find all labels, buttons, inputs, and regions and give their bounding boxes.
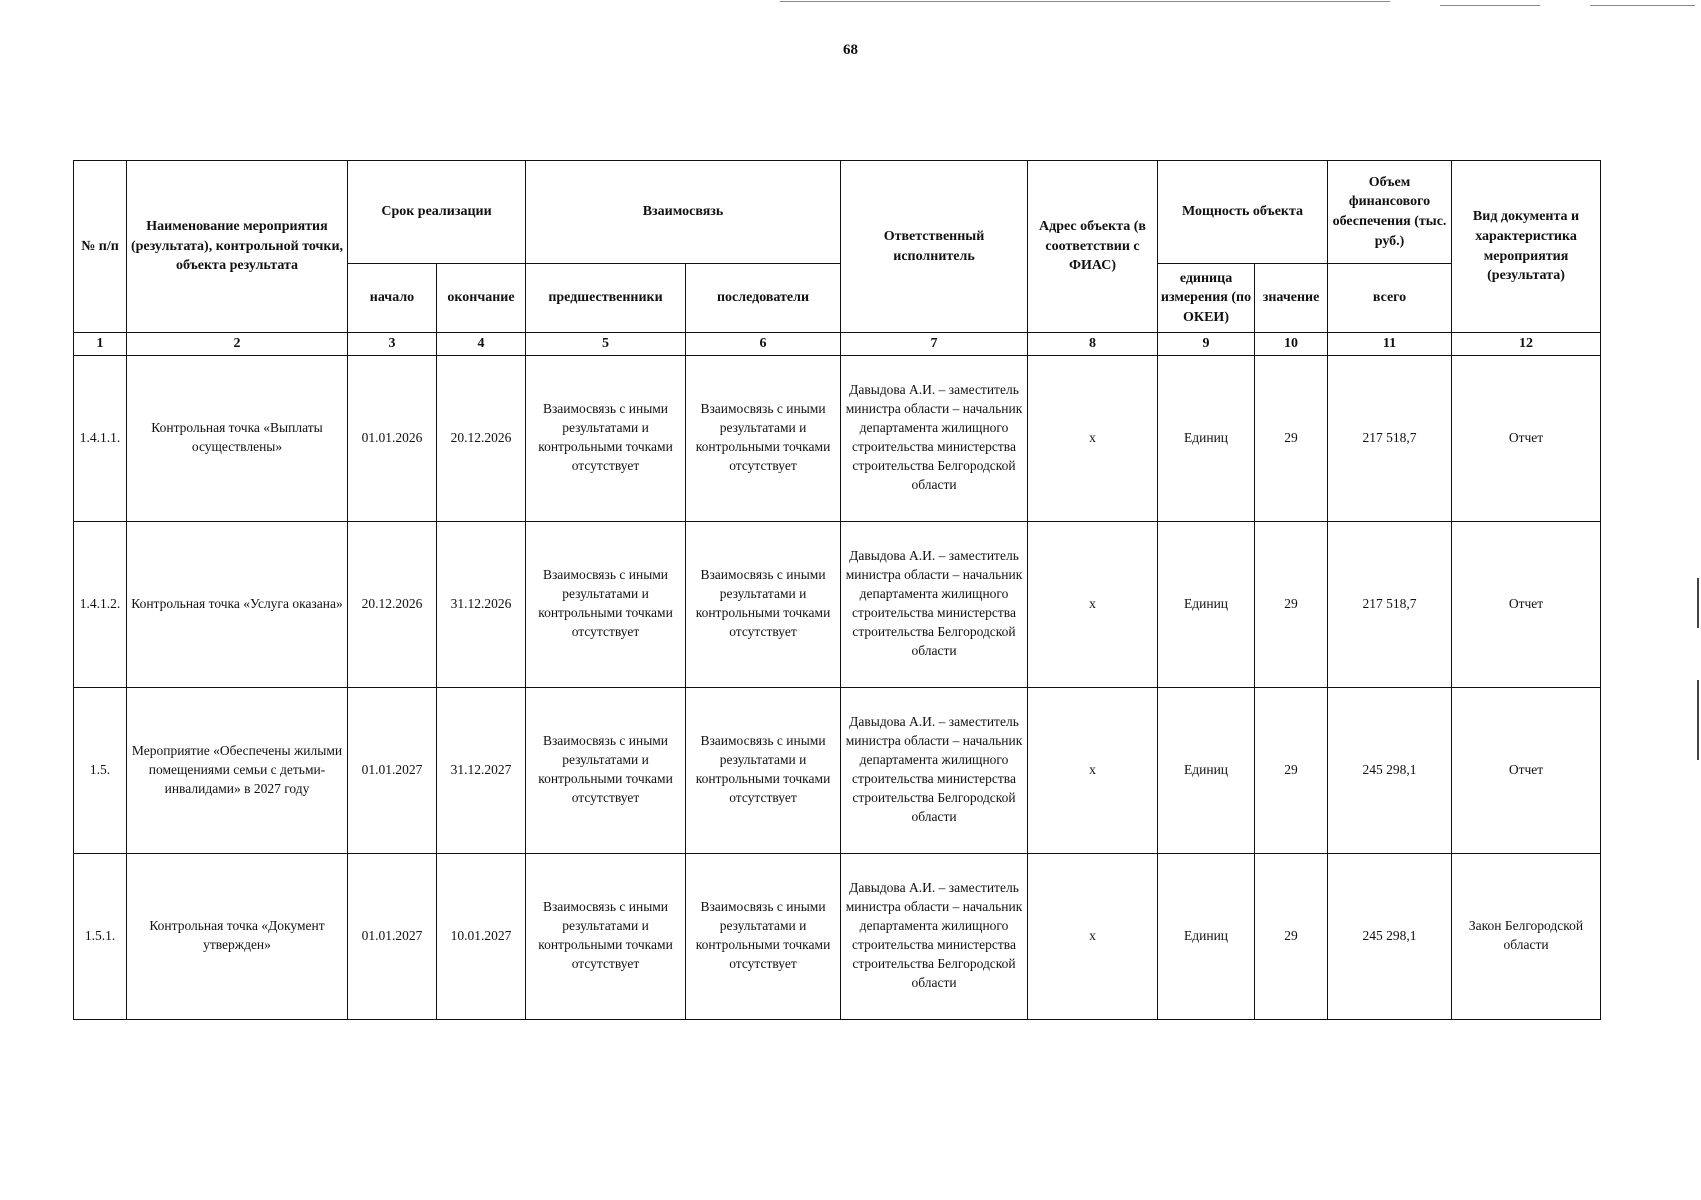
row-doc: Отчет bbox=[1452, 687, 1601, 853]
row-executor: Давыдова А.И. – заместитель министра области – начальник департамента жилищного строительства министерства строительства Белгородской области bbox=[841, 355, 1028, 521]
row-start: 01.01.2026 bbox=[348, 355, 437, 521]
row-value: 29 bbox=[1255, 853, 1328, 1019]
table-row bbox=[74, 355, 1601, 521]
row-name: Мероприятие «Обеспечены жилыми помещениями семьи с детьми-инвалидами» в 2027 году bbox=[127, 687, 348, 853]
row-value: 29 bbox=[1255, 355, 1328, 521]
column-number: 7 bbox=[841, 333, 1028, 356]
scan-artifact-line bbox=[1590, 5, 1695, 6]
header-num: № п/п bbox=[74, 161, 127, 333]
column-number: 3 bbox=[348, 333, 437, 356]
row-doc: Отчет bbox=[1452, 355, 1601, 521]
header-name: Наименование мероприятия (результата), контрольной точки, объекта результата bbox=[127, 161, 348, 333]
header-row bbox=[74, 161, 1601, 264]
header-unit: единица измерения (по ОКЕИ) bbox=[1158, 264, 1255, 333]
row-predecessors: Взаимосвязь с иными результатами и контрольными точками отсутствует bbox=[526, 853, 686, 1019]
header-relation: Взаимосвязь bbox=[526, 161, 841, 264]
row-name: Контрольная точка «Услуга оказана» bbox=[127, 521, 348, 687]
row-num: 1.4.1.1. bbox=[74, 355, 127, 521]
row-doc: Закон Белгородской области bbox=[1452, 853, 1601, 1019]
row-predecessors: Взаимосвязь с иными результатами и контрольными точками отсутствует bbox=[526, 687, 686, 853]
row-address: х bbox=[1028, 687, 1158, 853]
row-total: 217 518,7 bbox=[1328, 355, 1452, 521]
column-number: 1 bbox=[74, 333, 127, 356]
row-start: 20.12.2026 bbox=[348, 521, 437, 687]
row-followers: Взаимосвязь с иными результатами и контрольными точками отсутствует bbox=[686, 687, 841, 853]
row-num: 1.5.1. bbox=[74, 853, 127, 1019]
row-followers: Взаимосвязь с иными результатами и контрольными точками отсутствует bbox=[686, 521, 841, 687]
page-number: 68 bbox=[843, 42, 858, 58]
column-number: 11 bbox=[1328, 333, 1452, 356]
table-row bbox=[74, 521, 1601, 687]
row-num: 1.5. bbox=[74, 687, 127, 853]
row-total: 245 298,1 bbox=[1328, 687, 1452, 853]
row-start: 01.01.2027 bbox=[348, 687, 437, 853]
row-total: 217 518,7 bbox=[1328, 521, 1452, 687]
implementation-plan-table bbox=[73, 160, 1601, 1020]
row-predecessors: Взаимосвязь с иными результатами и контрольными точками отсутствует bbox=[526, 355, 686, 521]
header-doc: Вид документа и характеристика мероприятия (результата) bbox=[1452, 161, 1601, 333]
column-number: 6 bbox=[686, 333, 841, 356]
row-unit: Единиц bbox=[1158, 355, 1255, 521]
row-end: 31.12.2027 bbox=[437, 687, 526, 853]
row-unit: Единиц bbox=[1158, 521, 1255, 687]
row-unit: Единиц bbox=[1158, 853, 1255, 1019]
column-number: 8 bbox=[1028, 333, 1158, 356]
row-followers: Взаимосвязь с иными результатами и контрольными точками отсутствует bbox=[686, 853, 841, 1019]
scan-artifact-line bbox=[1440, 5, 1540, 6]
row-executor: Давыдова А.И. – заместитель министра области – начальник департамента жилищного строительства министерства строительства Белгородской области bbox=[841, 521, 1028, 687]
header-predecessors: предшественники bbox=[526, 264, 686, 333]
table-row bbox=[74, 687, 1601, 853]
header-executor: Ответственный исполнитель bbox=[841, 161, 1028, 333]
header-value: значение bbox=[1255, 264, 1328, 333]
row-end: 10.01.2027 bbox=[437, 853, 526, 1019]
row-predecessors: Взаимосвязь с иными результатами и контрольными точками отсутствует bbox=[526, 521, 686, 687]
row-end: 20.12.2026 bbox=[437, 355, 526, 521]
column-number: 5 bbox=[526, 333, 686, 356]
row-start: 01.01.2027 bbox=[348, 853, 437, 1019]
column-number: 12 bbox=[1452, 333, 1601, 356]
header-capacity: Мощность объекта bbox=[1158, 161, 1328, 264]
row-address: х bbox=[1028, 355, 1158, 521]
scan-artifact-line bbox=[1697, 578, 1699, 628]
header-term: Срок реализации bbox=[348, 161, 526, 264]
row-followers: Взаимосвязь с иными результатами и контрольными точками отсутствует bbox=[686, 355, 841, 521]
header-finance: Объем финансового обеспечения (тыс. руб.) bbox=[1328, 161, 1452, 264]
column-number: 2 bbox=[127, 333, 348, 356]
scan-artifact-line bbox=[1697, 680, 1699, 760]
row-executor: Давыдова А.И. – заместитель министра области – начальник департамента жилищного строительства министерства строительства Белгородской области bbox=[841, 853, 1028, 1019]
row-address: х bbox=[1028, 521, 1158, 687]
header-total: всего bbox=[1328, 264, 1452, 333]
header-followers: последователи bbox=[686, 264, 841, 333]
row-doc: Отчет bbox=[1452, 521, 1601, 687]
scan-artifact-line bbox=[780, 1, 1390, 2]
column-number-row bbox=[74, 333, 1601, 356]
row-end: 31.12.2026 bbox=[437, 521, 526, 687]
column-number: 4 bbox=[437, 333, 526, 356]
header-address: Адрес объекта (в соответствии с ФИАС) bbox=[1028, 161, 1158, 333]
row-address: х bbox=[1028, 853, 1158, 1019]
header-start: начало bbox=[348, 264, 437, 333]
table-row bbox=[74, 853, 1601, 1019]
column-number: 10 bbox=[1255, 333, 1328, 356]
row-num: 1.4.1.2. bbox=[74, 521, 127, 687]
row-name: Контрольная точка «Выплаты осуществлены» bbox=[127, 355, 348, 521]
column-number: 9 bbox=[1158, 333, 1255, 356]
row-value: 29 bbox=[1255, 521, 1328, 687]
row-executor: Давыдова А.И. – заместитель министра области – начальник департамента жилищного строительства министерства строительства Белгородской области bbox=[841, 687, 1028, 853]
row-total: 245 298,1 bbox=[1328, 853, 1452, 1019]
row-name: Контрольная точка «Документ утвержден» bbox=[127, 853, 348, 1019]
row-value: 29 bbox=[1255, 687, 1328, 853]
header-end: окончание bbox=[437, 264, 526, 333]
row-unit: Единиц bbox=[1158, 687, 1255, 853]
